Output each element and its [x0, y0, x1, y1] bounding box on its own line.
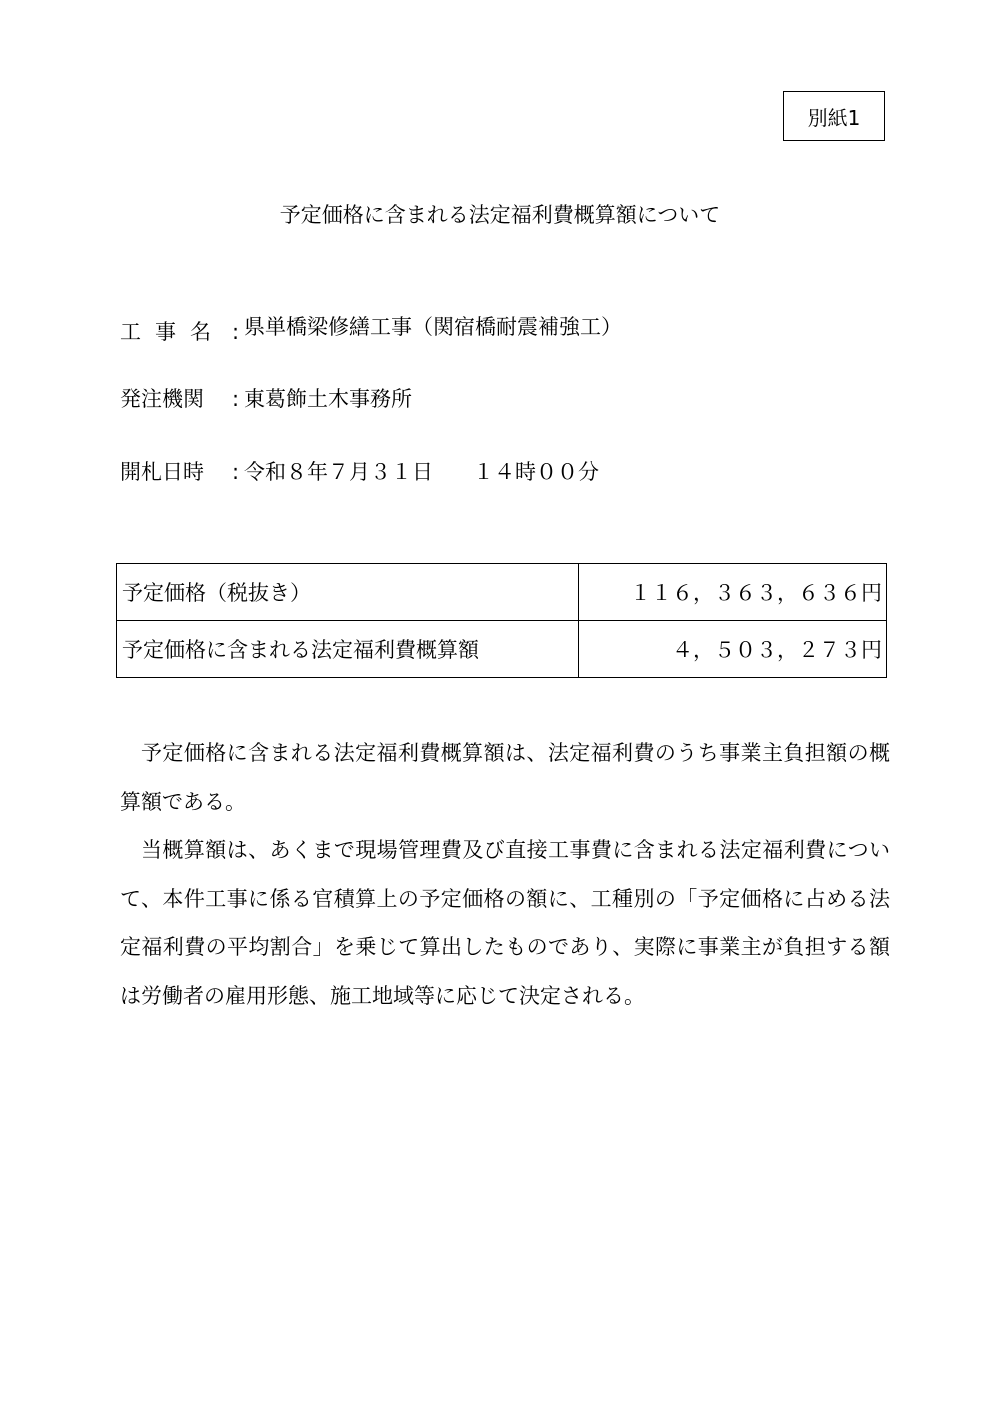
project-name-label: 工事名 [120, 320, 225, 344]
welfare-cost-value: ４，５０３，２７３円 [579, 621, 887, 678]
bid-opening-colon: : [232, 460, 240, 484]
ordering-agency-value: 東葛飾土木事務所 [244, 387, 412, 411]
paragraph-calculation: 当概算額は、あくまで現場管理費及び直接工事費に含まれる法定福利費について、本件工事に係る官積算上の予定価格の額に、工種別の「予定価格に占める法定福利費の平均割合」を乗じて算出したものであり、実際に事業主が負担する額は労働者の雇用形態、施工地域等に応じて決定される。 [120, 838, 890, 1008]
ordering-agency-colon: : [232, 387, 240, 411]
project-name-colon: : [232, 320, 240, 344]
explanation-text [120, 729, 890, 1021]
bid-opening-time: １４時００分 [473, 460, 599, 484]
document-title: 予定価格に含まれる法定福利費概算額について [279, 203, 721, 227]
ordering-agency-label: 発注機関 [120, 387, 204, 411]
estimated-price-label: 予定価格（税抜き） [117, 564, 579, 621]
price-table [116, 563, 887, 678]
estimated-price-value: １１６，３６３，６３６円 [579, 564, 887, 621]
project-name-row [120, 312, 622, 342]
bid-opening-row [120, 457, 599, 487]
bid-opening-date: 令和８年７月３１日 [244, 460, 433, 484]
table-row [117, 621, 887, 678]
ordering-agency-row [120, 384, 412, 414]
paragraph-definition: 予定価格に含まれる法定福利費概算額は、法定福利費のうち事業主負担額の概算額である。 [120, 741, 890, 814]
bid-opening-label: 開札日時 [120, 460, 204, 484]
attachment-label: 別紙1 [783, 91, 885, 141]
project-name-value: 県単橋梁修繕工事（関宿橋耐震補強工） [244, 315, 622, 339]
welfare-cost-label: 予定価格に含まれる法定福利費概算額 [117, 621, 579, 678]
table-row [117, 564, 887, 621]
